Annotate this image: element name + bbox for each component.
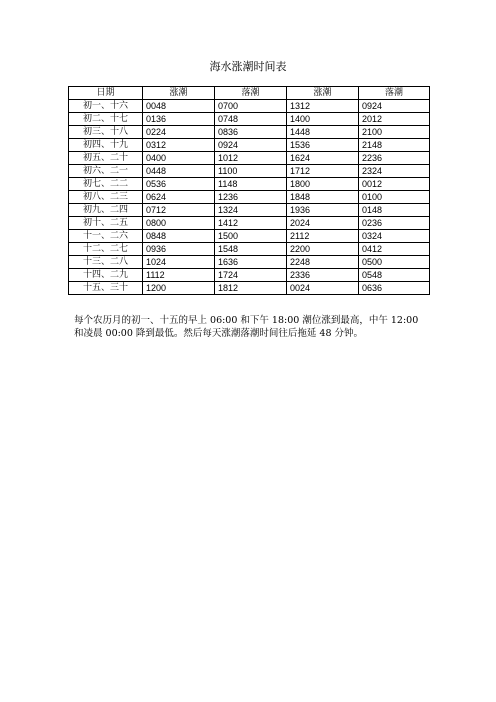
cell-ebb-2: 0100 (359, 191, 430, 204)
cell-date: 初六、二一 (69, 165, 143, 178)
table-row (69, 165, 430, 178)
page-title: 海水涨潮时间表 (209, 60, 287, 73)
header-ebb-2: 落潮 (359, 87, 430, 100)
footnote-line-1: 每个农历月的初一、十五的早上 06:00 和下午 18:00 潮位涨到最高，中午 12:00 (74, 315, 419, 326)
cell-ebb-2: 0924 (359, 100, 430, 113)
table-row (69, 126, 430, 139)
cell-flood-2: 1800 (287, 178, 359, 191)
header-date: 日期 (69, 87, 143, 100)
cell-flood-1: 0712 (143, 204, 215, 217)
table-header-row (69, 87, 430, 100)
cell-ebb-2: 0500 (359, 256, 430, 269)
table-row (69, 230, 430, 243)
cell-ebb-2: 0636 (359, 282, 430, 295)
footnote (74, 314, 434, 340)
cell-flood-2: 1936 (287, 204, 359, 217)
cell-flood-1: 0800 (143, 217, 215, 230)
cell-ebb-2: 0148 (359, 204, 430, 217)
cell-flood-2: 1712 (287, 165, 359, 178)
cell-flood-1: 1112 (143, 269, 215, 282)
cell-flood-1: 0224 (143, 126, 215, 139)
cell-ebb-2: 0548 (359, 269, 430, 282)
cell-ebb-1: 1812 (215, 282, 287, 295)
cell-flood-1: 0048 (143, 100, 215, 113)
cell-flood-2: 2336 (287, 269, 359, 282)
cell-ebb-2: 0324 (359, 230, 430, 243)
footnote-line-2: 和凌晨 00:00 降到最低。然后每天涨潮落潮时间往后拖延 48 分钟。 (74, 328, 364, 339)
cell-ebb-1: 1324 (215, 204, 287, 217)
cell-date: 十五、三十 (69, 282, 143, 295)
table-row (69, 256, 430, 269)
cell-date: 十二、二七 (69, 243, 143, 256)
cell-date: 初四、十九 (69, 139, 143, 152)
cell-flood-1: 0448 (143, 165, 215, 178)
cell-flood-2: 1848 (287, 191, 359, 204)
cell-flood-2: 2024 (287, 217, 359, 230)
cell-ebb-1: 1236 (215, 191, 287, 204)
cell-ebb-2: 2148 (359, 139, 430, 152)
cell-ebb-1: 1724 (215, 269, 287, 282)
table-row (69, 217, 430, 230)
cell-flood-1: 0400 (143, 152, 215, 165)
header-flood-2: 涨潮 (287, 87, 359, 100)
header-ebb-1: 落潮 (215, 87, 287, 100)
table-row (69, 113, 430, 126)
header-flood-1: 涨潮 (143, 87, 215, 100)
cell-flood-1: 1024 (143, 256, 215, 269)
cell-ebb-1: 0836 (215, 126, 287, 139)
cell-date: 初三、十八 (69, 126, 143, 139)
cell-flood-2: 2200 (287, 243, 359, 256)
cell-ebb-1: 1636 (215, 256, 287, 269)
cell-ebb-2: 2236 (359, 152, 430, 165)
cell-ebb-1: 1012 (215, 152, 287, 165)
cell-flood-2: 1624 (287, 152, 359, 165)
cell-ebb-1: 1548 (215, 243, 287, 256)
tide-table (68, 86, 430, 295)
cell-ebb-2: 2100 (359, 126, 430, 139)
cell-ebb-2: 2012 (359, 113, 430, 126)
cell-ebb-2: 0236 (359, 217, 430, 230)
table-row (69, 243, 430, 256)
cell-ebb-1: 1148 (215, 178, 287, 191)
cell-ebb-2: 0012 (359, 178, 430, 191)
cell-ebb-1: 0748 (215, 113, 287, 126)
cell-date: 十三、二八 (69, 256, 143, 269)
cell-flood-1: 0312 (143, 139, 215, 152)
cell-flood-2: 1400 (287, 113, 359, 126)
cell-flood-1: 0136 (143, 113, 215, 126)
cell-flood-1: 0936 (143, 243, 215, 256)
cell-ebb-2: 2324 (359, 165, 430, 178)
cell-ebb-1: 0700 (215, 100, 287, 113)
table-row (69, 282, 430, 295)
cell-flood-2: 2248 (287, 256, 359, 269)
cell-flood-1: 1200 (143, 282, 215, 295)
cell-date: 初二、十七 (69, 113, 143, 126)
cell-flood-1: 0624 (143, 191, 215, 204)
cell-flood-2: 1312 (287, 100, 359, 113)
cell-date: 初十、二五 (69, 217, 143, 230)
table-row (69, 269, 430, 282)
cell-date: 初七、二二 (69, 178, 143, 191)
cell-ebb-1: 1412 (215, 217, 287, 230)
cell-ebb-1: 0924 (215, 139, 287, 152)
table-row (69, 139, 430, 152)
cell-date: 初五、二十 (69, 152, 143, 165)
cell-date: 十四、二九 (69, 269, 143, 282)
table-row (69, 191, 430, 204)
cell-ebb-2: 0412 (359, 243, 430, 256)
cell-flood-2: 0024 (287, 282, 359, 295)
cell-flood-2: 1448 (287, 126, 359, 139)
cell-date: 初八、二三 (69, 191, 143, 204)
cell-flood-1: 0536 (143, 178, 215, 191)
cell-date: 十一、二六 (69, 230, 143, 243)
cell-date: 初一、十六 (69, 100, 143, 113)
table-body (69, 100, 430, 295)
cell-ebb-1: 1500 (215, 230, 287, 243)
table-row (69, 204, 430, 217)
cell-ebb-1: 1100 (215, 165, 287, 178)
table-row (69, 100, 430, 113)
cell-flood-2: 1536 (287, 139, 359, 152)
cell-flood-2: 2112 (287, 230, 359, 243)
cell-date: 初九、二四 (69, 204, 143, 217)
table-row (69, 152, 430, 165)
cell-flood-1: 0848 (143, 230, 215, 243)
table-row (69, 178, 430, 191)
